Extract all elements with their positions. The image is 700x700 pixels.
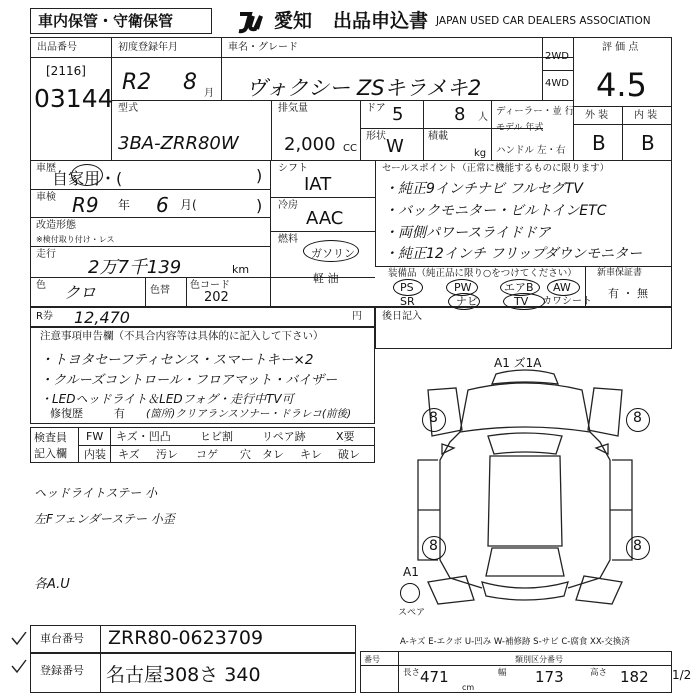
association-name: JAPAN USED CAR DEALERS ASSOCIATION (436, 15, 651, 27)
inspector-note-2: 左Fフェンダーステー 小歪 (34, 512, 175, 526)
plate-value: 名古屋308さ 340 (106, 664, 261, 686)
declaration-2: ・クルーズコントロール・フロアマット・バイザー (40, 373, 338, 388)
car-name-label: 車名・グレード (228, 42, 298, 53)
recycle-unit: 円 (352, 311, 362, 322)
chassis-label: 車台番号 (40, 632, 84, 645)
sales-point-1: ・純正9インチナビ フルセグTV (384, 181, 583, 197)
lot-bracket-number: [2116] (46, 64, 86, 78)
evaluation-label: 評 価 点 (602, 42, 639, 53)
registration-era-year: R2 (122, 70, 152, 95)
tire-rear-right: 8 (633, 538, 642, 554)
exterior-label: 外 装 (585, 110, 609, 121)
repair-history-location: (箇所)クリアランスソナー・ドラレコ(前後) (146, 408, 352, 420)
inspection-year-unit: 年 (118, 198, 131, 212)
ju-logo-icon (236, 8, 276, 34)
tire-front-left: 8 (429, 410, 438, 426)
registration-month: 8 (183, 70, 197, 95)
repair-history-label: 修復歴 (50, 407, 83, 420)
history-value: 自家用・( (52, 169, 123, 188)
displacement-label: 排気量 (278, 103, 308, 114)
handle-label: ハンドル 左・右 (496, 145, 566, 156)
diagram-top-marks: A1 ズ1A (494, 356, 542, 370)
history-label: 車歴 (36, 163, 56, 174)
repair-history-value: 有 (114, 407, 125, 420)
color-original-label: 色替 (150, 285, 170, 296)
plate-label: 登録番号 (40, 664, 84, 677)
inspector-int-scratch: キズ (118, 448, 140, 461)
dealer-label: ディーラー・並 行 (496, 106, 575, 117)
doors-label: ドア (366, 103, 386, 114)
inspector-int-dirt: 汚レ (156, 448, 178, 461)
equip-navi: ナビ (456, 295, 478, 308)
color-code: 202 (204, 290, 229, 305)
equip-ps-circle (393, 279, 423, 296)
shift-label: シフト (278, 163, 308, 174)
inspector-note-3: 各A.U (34, 577, 70, 592)
diagram-legend: A-キズ E-エクボ U-凹み W-補修跡 S-サビ C-腐食 XX-交換済 (400, 637, 630, 647)
inspector-fw: FW (86, 430, 104, 443)
spare-label: スペア (398, 608, 426, 618)
lot-number: 03144 (34, 84, 114, 113)
equipment-label: 装備品（純正品に限り○をつけてください） (388, 268, 577, 279)
color-value: クロ (64, 283, 97, 302)
shift-value: IAT (304, 174, 332, 195)
check-mark-icon (10, 632, 28, 682)
declarations-label: 注意事項申告欄（不具合内容等は具体的に記入して下さい） (40, 330, 324, 342)
mileage-unit: km (232, 263, 250, 276)
car-outline-icon (378, 350, 672, 620)
inspector-crack: ヒビ割 (200, 430, 233, 443)
sales-point-2: ・バックモニター・ビルトインETC (384, 203, 607, 219)
spare-tire-icon (400, 583, 420, 603)
inspection-era-year: R9 (72, 193, 99, 217)
after-inspection-label: 後日記入 (382, 311, 422, 322)
inspector-label-2: 記入欄 (34, 447, 67, 460)
recycle-label: R券 (36, 311, 53, 322)
equip-pw: PW (454, 281, 472, 294)
inspection-month-unit: 月( (180, 198, 197, 212)
exterior-grade: B (592, 131, 606, 155)
model-year-label: モデル 年式 (496, 123, 544, 133)
width-label: 幅 (498, 668, 507, 678)
storage-label: 車内保管・守衛保管 (38, 12, 174, 30)
model-label: 型式 (118, 103, 138, 114)
load-label: 積載 (428, 131, 448, 142)
color-label: 色 (36, 280, 46, 291)
drive-2wd: 2WD (545, 51, 569, 62)
new-car-warranty-value: 有 ・ 無 (608, 287, 648, 300)
fuel-diesel: 軽 油 (313, 272, 339, 285)
inspector-repair-mark: リペア跡 (262, 430, 306, 443)
form-title: 出品申込書 (333, 10, 429, 32)
equip-sr: SR (400, 295, 415, 308)
car-diagram (378, 350, 672, 620)
color-code-label: 色コード (190, 280, 230, 291)
fuel-gasoline: ガソリン (311, 247, 355, 260)
mileage-label: 走行 (36, 249, 56, 260)
ju-logo (236, 8, 276, 34)
equip-kawa-seat: カワシート (542, 296, 592, 307)
car-name-value: ヴォクシー ZSキラメキ2 (246, 76, 482, 100)
doors-value: 5 (392, 104, 404, 125)
capacity-unit: 人 (478, 112, 488, 123)
equip-aw-circle (547, 279, 580, 296)
interior-grade: B (641, 131, 655, 155)
inspection-month: 6 (156, 193, 169, 217)
history-circle (71, 164, 103, 186)
equip-tv: TV (514, 295, 529, 308)
registration-month-unit: 月 (204, 88, 214, 99)
drive-4wd: 4WD (545, 78, 569, 89)
tire-front-right: 8 (633, 410, 642, 426)
inspection-close: ) (256, 196, 263, 215)
fuel-label: 燃料 (278, 234, 298, 245)
inspector-x-needed: X要 (336, 430, 355, 443)
mileage-value: 2万7千139 (88, 257, 182, 278)
logo-text: 愛知 (274, 10, 313, 32)
category-label: 類別区分番号 (515, 655, 563, 664)
equip-ps: PS (400, 281, 414, 294)
capacity-value: 8 (454, 104, 466, 125)
chassis-value: ZRR80-0623709 (108, 627, 264, 649)
inspector-int-tear: 破レ (338, 448, 360, 461)
inspector-int-burn: コゲ (196, 448, 218, 461)
length-label: 長さ (403, 668, 421, 678)
length-value: 471 (420, 668, 449, 686)
shape-value: W (386, 136, 404, 157)
load-unit: kg (474, 148, 487, 159)
tire-rear-left: 8 (429, 538, 438, 554)
modified-note: ※検付取り付け・レス (36, 235, 115, 244)
modified-label: 改造形態 (36, 220, 76, 231)
height-value: 182 (620, 668, 649, 686)
sales-points-label: セールスポイント（正常に機能するものに限ります） (382, 163, 610, 174)
fuel-gasoline-circle (303, 240, 359, 262)
inspector-int-sag: タレ (262, 448, 284, 461)
dimensions-unit: cm (462, 683, 475, 692)
height-label: 高さ (590, 668, 608, 678)
check-marks (10, 632, 28, 682)
diagram-side-mark: A1 (403, 565, 419, 579)
sales-point-3: ・両側パワースライドドア (384, 225, 551, 241)
equip-airbag: エアB (504, 281, 534, 294)
sales-point-4: ・純正12インチ フリップダウンモニター (384, 246, 643, 262)
inspection-label: 車検 (36, 192, 56, 203)
inspector-interior: 内装 (84, 448, 106, 461)
evaluation-score: 4.5 (596, 66, 647, 104)
corner-mark: 1/2 (672, 668, 692, 682)
lot-label: 出品番号 (37, 42, 77, 53)
inspector-scratch-dent: キズ・凹凸 (116, 430, 171, 443)
declaration-1: ・トヨタセーフティセンス・スマートキー×2 (40, 352, 314, 368)
recycle-value: 12,470 (74, 308, 130, 327)
inspector-int-cut: キレ (300, 448, 322, 461)
declaration-3: ・LEDヘッドライト＆LEDフォグ・走行中TV可 (40, 392, 294, 406)
aircon-label: 冷房 (278, 200, 298, 211)
displacement-unit: CC (343, 143, 357, 154)
width-value: 173 (535, 668, 564, 686)
aircon-value: AAC (306, 208, 344, 229)
inspector-label-1: 検査員 (34, 431, 67, 444)
inspector-note-1: ヘッドライトステー 小 (34, 486, 158, 500)
history-close: ) (256, 166, 263, 185)
model-value: 3BA-ZRR80W (118, 133, 239, 154)
inspector-int-hole: 穴 (240, 448, 251, 461)
registration-label: 初度登録年月 (118, 42, 178, 53)
shape-label: 形状 (366, 131, 386, 142)
displacement-value: 2,000 (284, 134, 336, 155)
interior-label: 内 装 (634, 110, 658, 121)
new-car-warranty-label: 新車保証書 (597, 268, 643, 278)
number-label: 番号 (364, 655, 380, 664)
equip-aw: AW (553, 281, 571, 294)
